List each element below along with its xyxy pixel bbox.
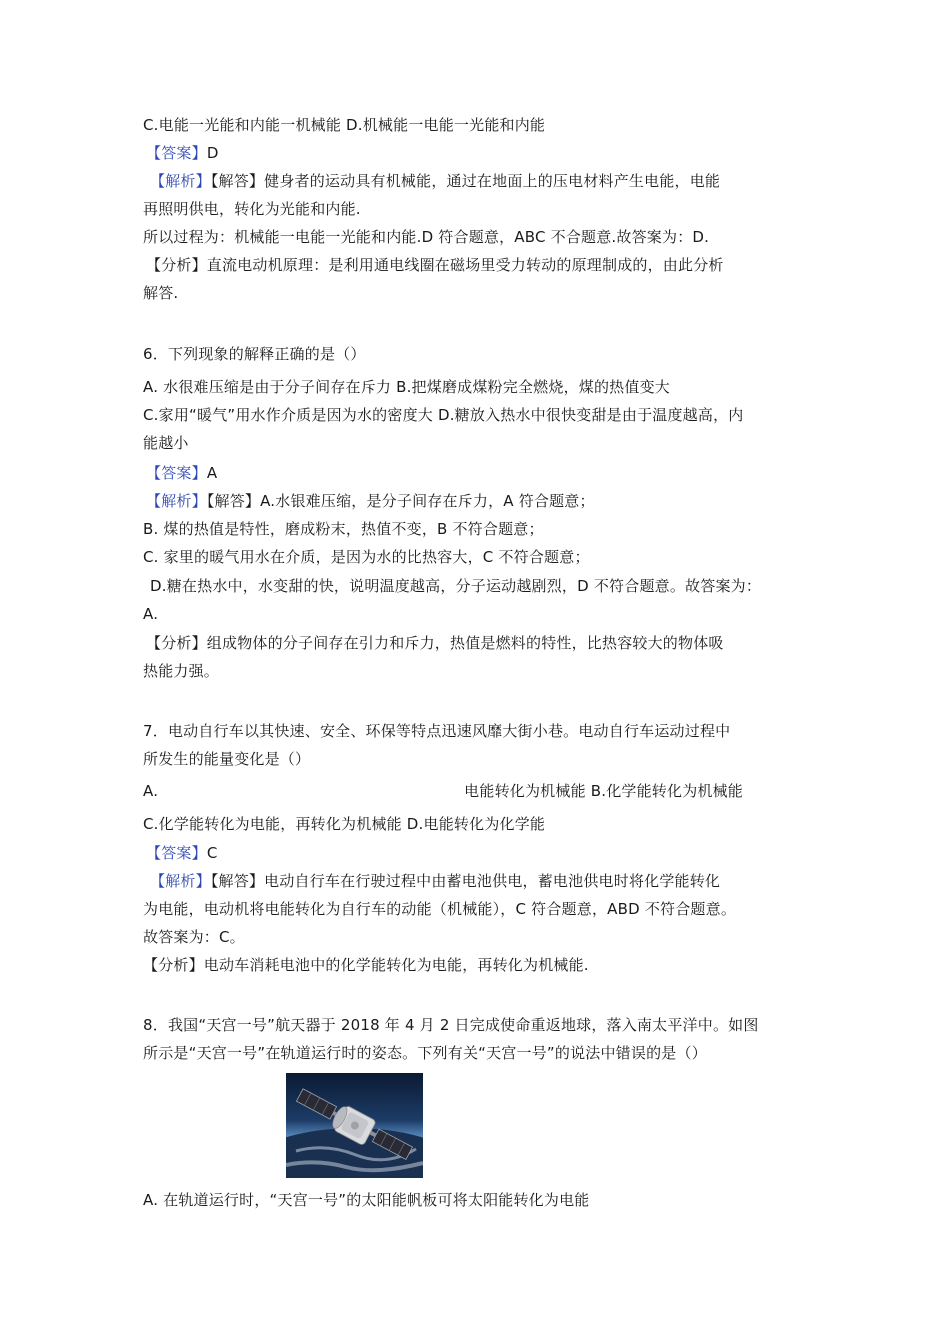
q6-explain-c: C. 家里的暖气用水在介质，是因为水的比热容大，C 不符合题意； <box>143 548 590 566</box>
q6-stem: 6．下列现象的解释正确的是（） <box>143 345 366 363</box>
q6-fenxi-1: 【分析】组成物体的分子间存在引力和斥力，热值是燃料的特性，比热容较大的物体吸 <box>146 634 724 652</box>
analysis-tag: 【解析】 <box>146 492 207 510</box>
q7-options-ab <box>143 777 823 805</box>
explain-text: 【解答】健身者的运动具有机械能，通过在地面上的压电材料产生电能，电能 <box>210 172 721 190</box>
q7-options-cd: C.化学能转化为电能，再转化为机械能 D.电能转化为化学能 <box>143 815 546 833</box>
q7-answer <box>146 839 826 867</box>
q7-stem-2: 所发生的能量变化是（） <box>143 750 311 768</box>
q5-answer <box>146 139 826 167</box>
q6-explain-b: B. 煤的热值是特性，磨成粉末，热值不变，B 不符合题意； <box>143 520 544 538</box>
q8-stem-2: 所示是“天宫一号”在轨道运行时的姿态。下列有关“天宫一号”的说法中错误的是（） <box>143 1044 707 1062</box>
q5-explain-2: 再照明供电，转化为光能和内能. <box>143 200 361 218</box>
q6-explain-end: A. <box>143 605 159 623</box>
q5-explain-1 <box>150 167 830 195</box>
q7-stem-1: 7．电动自行车以其快速、安全、环保等特点迅速风靡大街小巷。电动自行车运动过程中 <box>143 722 731 740</box>
q6-options-cd-2: 能越小 <box>143 434 189 452</box>
q5-fenxi-2: 解答. <box>143 284 179 302</box>
answer-value: D <box>206 144 219 162</box>
q6-options-ab: A. 水很难压缩是由于分子间存在斥力 B.把煤磨成煤粉完全燃烧，煤的热值变大 <box>143 378 670 396</box>
q6-explain-a <box>146 487 826 515</box>
answer-value: C <box>206 844 218 862</box>
q6-fenxi-2: 热能力强。 <box>143 662 220 680</box>
answer-tag: 【答案】 <box>146 144 207 162</box>
q7-fenxi: 【分析】电动车消耗电池中的化学能转化为电能，再转化为机械能. <box>143 956 589 974</box>
tiangong-satellite-photo <box>286 1073 423 1178</box>
analysis-tag: 【解析】 <box>150 172 211 190</box>
answer-tag: 【答案】 <box>146 464 207 482</box>
q6-options-cd-1: C.家用“暖气”用水作介质是因为水的密度大 D.糖放入热水中很快变甜是由于温度越高，内 <box>143 406 744 424</box>
analysis-tag: 【解析】 <box>150 872 211 890</box>
q8-stem-1: 8．我国“天宫一号”航天器于 2018 年 4 月 2 日完成使命重返地球，落入南太平洋中。如图 <box>143 1016 759 1034</box>
q5-fenxi-1: 【分析】直流电动机原理：是利用通电线圈在磁场里受力转动的原理制成的，由此分析 <box>146 256 724 274</box>
q5-options-cd: C.电能一光能和内能一机械能 D.机械能一电能一光能和内能 <box>143 116 546 134</box>
option-a-label: A. <box>143 782 159 800</box>
answer-value: A <box>206 464 218 482</box>
answer-tag: 【答案】 <box>146 844 207 862</box>
q5-explain-3: 所以过程为：机械能一电能一光能和内能.D 符合题意，ABC 不合题意.故答案为：D. <box>143 228 710 246</box>
q6-explain-d: D.糖在热水中，水变甜的快，说明温度越高，分子运动越剧烈，D 不符合题意。故答案为： <box>150 577 762 595</box>
explain-text: 【解答】A.水银难压缩，是分子间存在斥力，A 符合题意； <box>206 492 595 510</box>
q7-explain-1 <box>150 867 830 895</box>
q7-explain-2: 为电能，电动机将电能转化为自行车的动能（机械能），C 符合题意，ABD 不符合题意。 <box>143 900 737 918</box>
q8-option-a: A. 在轨道运行时，“天宫一号”的太阳能帆板可将太阳能转化为电能 <box>143 1191 590 1209</box>
explain-text: 【解答】电动自行车在行驶过程中由蓄电池供电，蓄电池供电时将化学能转化 <box>210 872 721 890</box>
q7-explain-3: 故答案为：C。 <box>143 928 245 946</box>
option-a-text: 电能转化为机械能 B.化学能转化为机械能 <box>464 782 744 800</box>
q6-answer <box>146 459 826 487</box>
